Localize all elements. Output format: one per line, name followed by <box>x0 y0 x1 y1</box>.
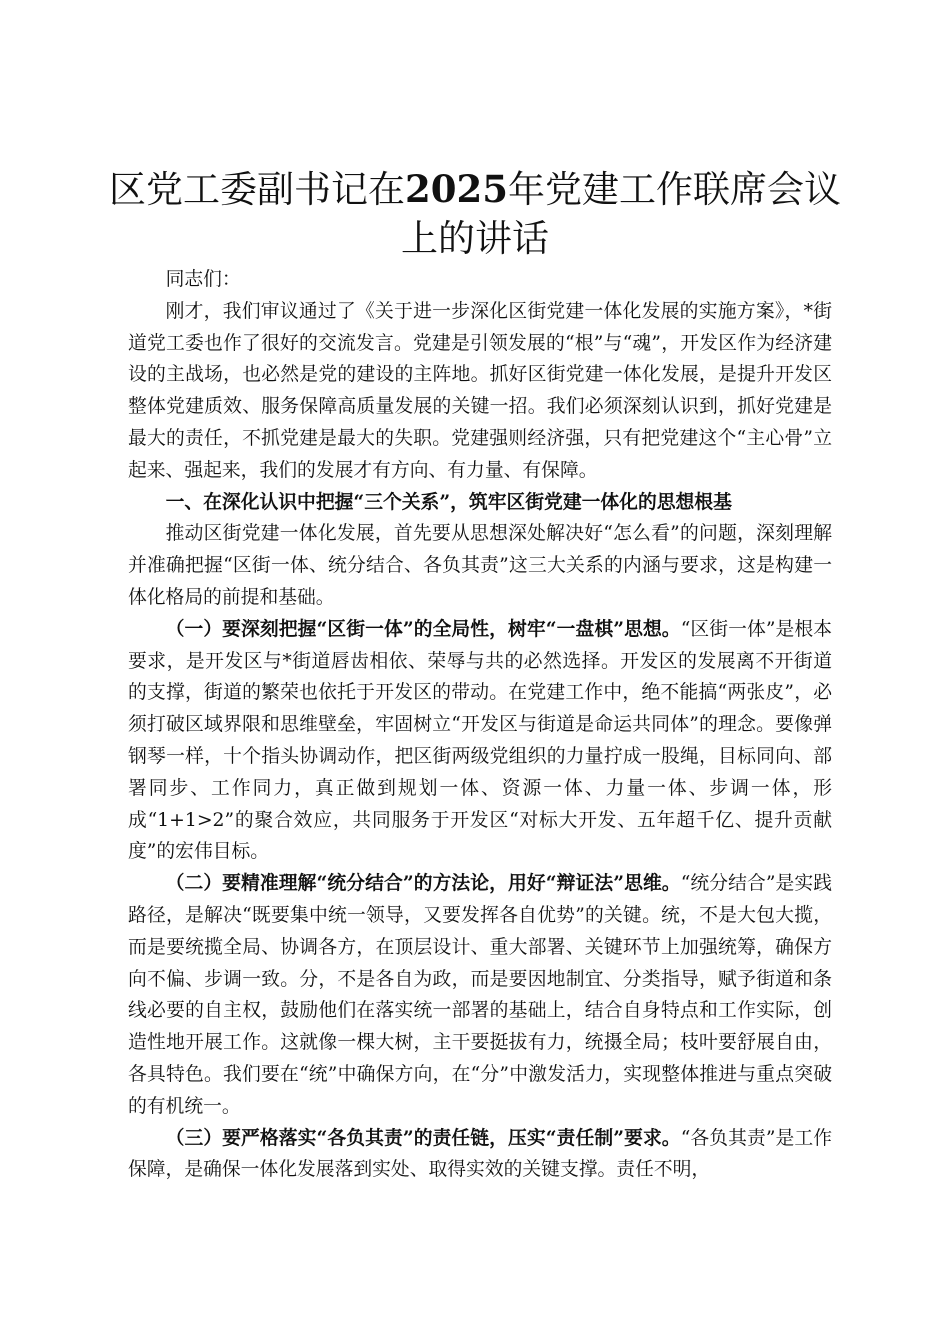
title-year: 2025 <box>405 167 508 211</box>
point-2-lead: （二）要精准理解“统分结合”的方法论，用好“辩证法”思维。 <box>165 872 681 895</box>
salutation: 同志们： <box>165 269 241 290</box>
point-3-lead: （三）要严格落实“各负其责”的责任链，压实“责任制”要求。 <box>165 1126 681 1149</box>
title-part-1: 区党工委副书记在 <box>109 168 405 211</box>
point-2-text: “统分结合”是实践路径，是解决“既要集中统一领导，又要发挥各自优势”的关键。统，不是大包大揽，而是要统揽全局、协调各方，在顶层设计、重大部署、关键环节上加强统筹，确保方向不偏、步调一致。分，不是各自为政，而是要因地制宜、分类指导，赋予街道和条线必要的自主权，鼓励他们在落实统一部署的基础上，结合自身特点和工作实际，创造性地开展工作。这就像一棵大树，主干要挺拔有力，统摄全局；枝叶要舒展自由，各具特色。我们要在“统”中确保方向，在“分”中激发活力，实现整体推进与重点突破的有机统一。 <box>128 873 833 1117</box>
section-1-intro: 推动区街党建一体化发展，首先要从思想深处解决好“怎么看”的问题，深刻理解并准确把握“区街一体、统分结合、各负其责”这三大关系的内涵与要求，这是构建一体化格局的前提和基础。 <box>128 523 832 608</box>
document-body <box>128 264 832 1186</box>
section-1-heading: 一、在深化认识中把握“三个关系”，筑牢区街党建一体化的思想根基 <box>165 490 732 513</box>
title-part-2: 年党建工作联席会议上的讲话 <box>401 168 841 260</box>
point-1-paragraph <box>128 614 832 868</box>
point-3-paragraph <box>128 1123 832 1187</box>
point-3-text: “各负其责”是工作保障，是确保一体化发展落到实处、取得实效的关键支撑。责任不明， <box>128 1127 833 1181</box>
point-1-text: “区街一体”是根本要求，是开发区与*街道唇齿相依、荣辱与共的必然选择。开发区的发展离不开街道的支撑，街道的繁荣也依托于开发区的带动。在党建工作中，绝不能搞“两张皮”，必须打破区域界限和思维壁垒，牢固树立“开发区与街道是命运共同体”的理念。要像弹钢琴一样，十个指头协调动作，把区街两级党组织的力量拧成一股绳，目标同向、部署同步、工作同力，真正做到规划一体、资源一体、力量一体、步调一体，形成“1+1>2”的聚合效应，共同服务于开发区“对标大开发、五年超千亿、提升贡献度”的宏伟目标。 <box>128 618 833 863</box>
point-2-paragraph <box>128 868 832 1122</box>
intro-paragraph: 刚才，我们审议通过了《关于进一步深化区街党建一体化发展的实施方案》，*街道党工委也作了很好的交流发言。党建是引领发展的“根”与“魂”，开发区作为经济建设的主战场，也必然是党的建设的主阵地。抓好区街党建一体化发展，是提升开发区整体党建质效、服务保障高质量发展的关键一招。我们必须深刻认识到，抓好党建是最大的责任，不抓党建是最大的失职。党建强则经济强，只有把党建这个“主心骨”立起来、强起来，我们的发展才有方向、有力量、有保障。 <box>128 300 832 481</box>
document-title <box>100 165 850 263</box>
point-1-lead: （一）要深刻把握“区街一体”的全局性，树牢“一盘棋”思想。 <box>165 617 681 640</box>
